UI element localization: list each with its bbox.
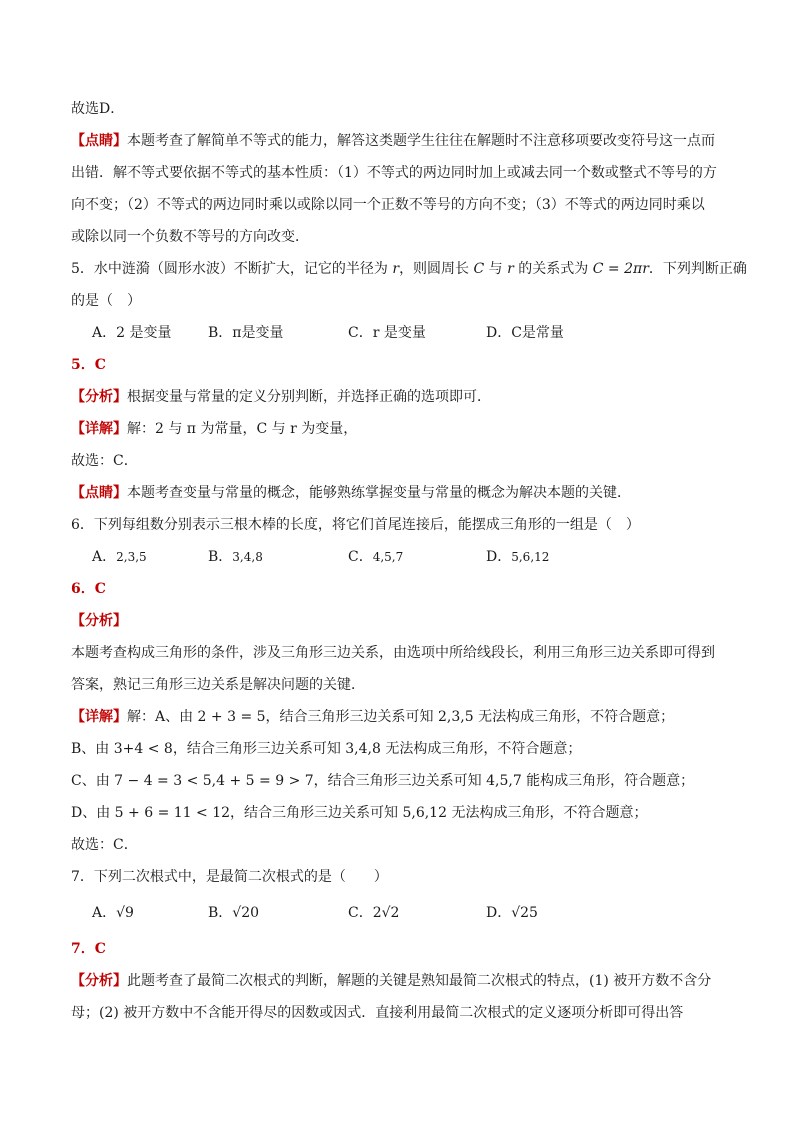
answer-6: 6．C <box>71 581 106 597</box>
option-c: C．r 是变量 <box>348 325 426 341</box>
text-line: 或除以同一个负数不等号的方向改变． <box>71 229 309 245</box>
question-6-options <box>92 546 754 568</box>
option-d: D．√25 <box>486 905 538 921</box>
option-a: A．√9 <box>92 905 134 921</box>
text-line: 答案，熟记三角形三边关系是解决问题的关键． <box>71 677 365 693</box>
option-d: D．5,6,12 <box>486 549 550 565</box>
analysis-line: 【分析】根据变量与常量的定义分别判断，并选择正确的选项即可． <box>71 389 491 405</box>
detail-line: 【详解】解：A、由 2 + 3 = 5，结合三角形三边关系可知 2,3,5 无法构成三角形，不符合题意； <box>71 709 675 725</box>
comment-line: 【点睛】本题考查了解简单不等式的能力，解答这类题学生往往在解题时不注意移项要改变符号这一点而 <box>71 133 715 149</box>
text-line: B、由 3+4 < 8，结合三角形三边关系可知 3,4,8 无法构成三角形，不符合题意； <box>71 741 582 757</box>
detail-line: 【详解】解：2 与 π 为常量，C 与 r 为变量， <box>71 421 358 437</box>
tag-dianjing: 【点睛】 <box>71 133 127 149</box>
option-a: A．2,3,5 <box>92 549 147 565</box>
text-line: C、由 7 − 4 = 3 < 5,4 + 5 = 9 > 7，结合三角形三边关系可知 4,5,7 能构成三角形，符合题意； <box>71 773 695 789</box>
option-c: C．2√2 <box>348 905 400 921</box>
text-line: 向不变；（2）不等式的两边同时乘以或除以同一个正数不等号的方向不变；（3）不等式的两边同时乘以 <box>71 197 705 213</box>
question-5-cont: 的是（ ） <box>71 293 141 309</box>
option-a: A．2 是变量 <box>92 325 172 341</box>
option-b: B．π是变量 <box>208 325 284 341</box>
answer-5: 5．C <box>71 357 106 373</box>
text-line: 本题考查构成三角形的条件，涉及三角形三边关系，由选项中所给线段长，利用三角形三边关系即可得到 <box>71 645 715 661</box>
question-5: 5．水中涟漪（圆形水波）不断扩大，记它的半径为 r，则圆周长 C 与 r 的关系式为 C = 2πr．下列判断正确 <box>71 261 747 277</box>
question-7: 7．下列二次根式中，是最简二次根式的是（ ） <box>71 869 388 885</box>
analysis-line: 【分析】此题考查了最简二次根式的判断，解题的关键是熟知最简二次根式的特点，(1) 被开方数不含分 <box>71 973 712 989</box>
text-line: D、由 5 + 6 = 11 < 12，结合三角形三边关系可知 5,6,12 无法构成三角形，不符合题意； <box>71 805 648 821</box>
text-line: 故选：C． <box>71 453 138 469</box>
option-b: B．3,4,8 <box>208 549 263 565</box>
text-line: 出错．解不等式要依据不等式的基本性质：（1）不等式的两边同时加上或减去同一个数或整式不等号的方 <box>71 165 717 181</box>
option-d: D．C是常量 <box>486 325 564 341</box>
question-6: 6．下列每组数分别表示三根木棒的长度，将它们首尾连接后，能摆成三角形的一组是（ ） <box>71 517 640 533</box>
analysis-tag-line: 【分析】 <box>71 613 127 629</box>
comment-line: 【点睛】本题考查变量与常量的概念，能够熟练掌握变量与常量的概念为解决本题的关键． <box>71 485 631 501</box>
option-b: B．√20 <box>208 905 260 921</box>
answer-7: 7．C <box>71 941 106 957</box>
option-c: C．4,5,7 <box>348 549 404 565</box>
text-line: 故选：C． <box>71 837 138 853</box>
text-line: 故选D． <box>71 101 125 117</box>
question-5-options <box>92 322 754 344</box>
question-7-options <box>92 902 754 924</box>
text-line: 母；(2) 被开方数中不含能开得尽的因数或因式．直接利用最简二次根式的定义逐项分析即可得出答 <box>71 1005 684 1021</box>
